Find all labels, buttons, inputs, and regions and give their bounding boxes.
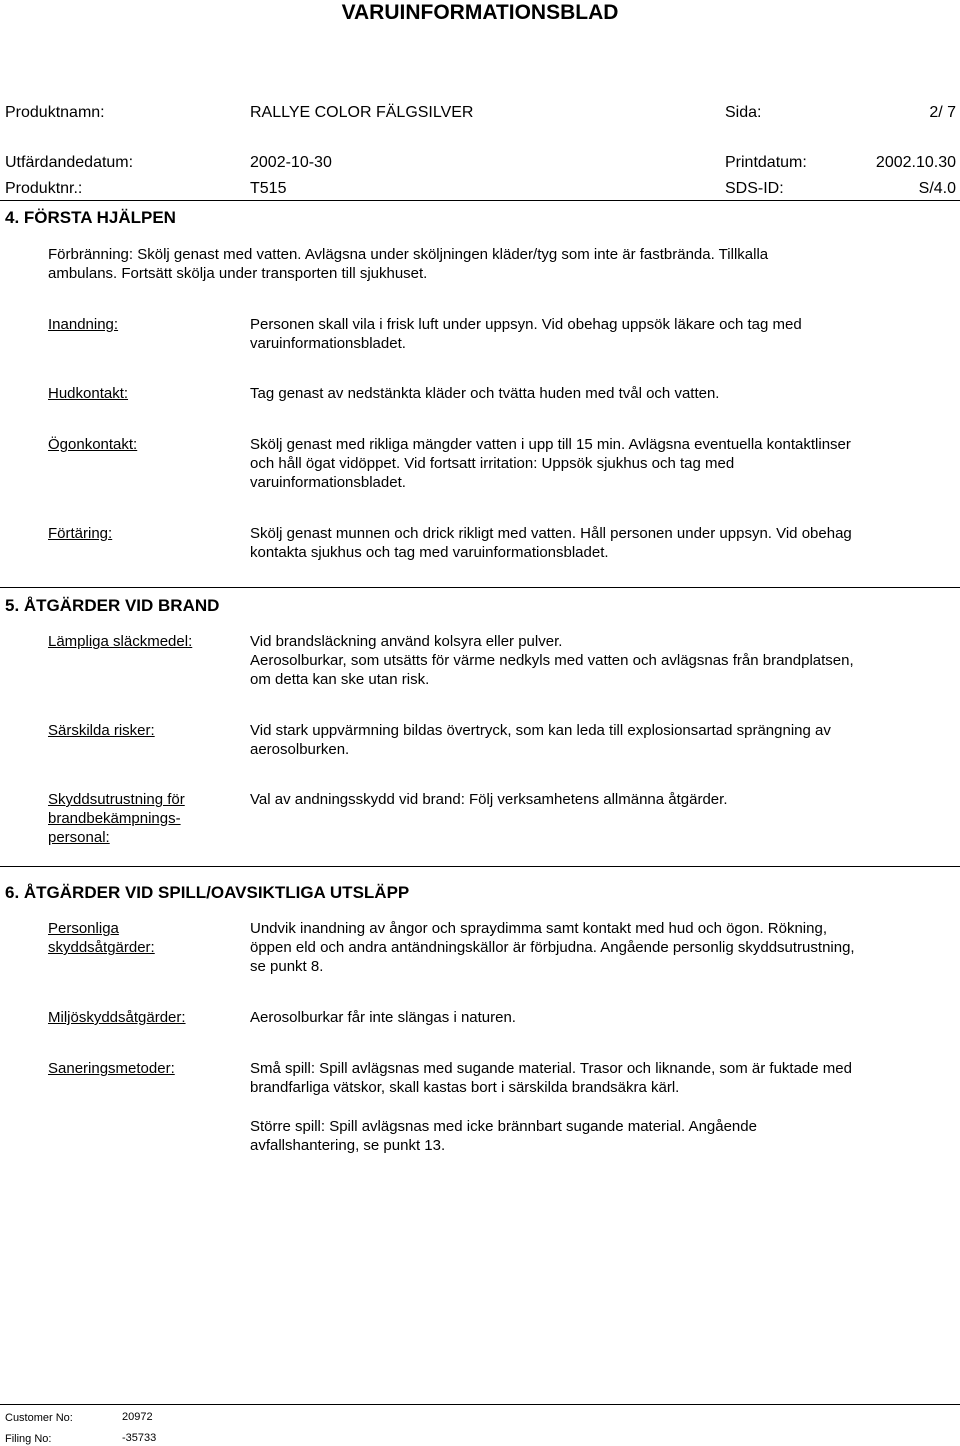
produktnamn-value: RALLYE COLOR FÄLGSILVER [250, 104, 474, 121]
utfardandedatum-label: Utfärdandedatum: [5, 154, 134, 171]
personliga-skyddsatgarder-label: Personliga skyddsåtgärder: [48, 920, 155, 956]
section-5-divider [0, 866, 960, 867]
sarskilda-risker-text: Vid stark uppvärmning bildas övertryck, som kan leda till explosionsartad sprängning av aerosolburken. [250, 722, 831, 758]
customer-no-value: 20972 [122, 1411, 153, 1423]
header-divider [0, 200, 960, 201]
slackmedel-text: Vid brandsläckning använd kolsyra eller pulver. Aerosolburkar, som utsätts för värme nedkyls med vatten och avlägsnas från brandplatsen, om detta kan ske utan risk. [250, 633, 854, 688]
inandning-text: Personen skall vila i frisk luft under uppsyn. Vid obehag uppsök läkare och tag med varuinformationsbladet. [250, 316, 802, 352]
produktnr-label: Produktnr.: [5, 180, 83, 197]
sdsid-label: SDS-ID: [725, 180, 784, 197]
section-5-heading: 5. ÅTGÄRDER VID BRAND [5, 596, 220, 615]
ogonkontakt-text: Skölj genast med rikliga mängder vatten i upp till 15 min. Avlägsna eventuella kontaktlinser och håll ögat vidöppet. Vid fortsatt irritation: Uppsök sjukhus och tag med varuinformationsbladet. [250, 436, 851, 491]
hudkontakt-text: Tag genast av nedstänkta kläder och tvätta huden med tvål och vatten. [250, 385, 720, 402]
fortaring-text: Skölj genast munnen och drick rikligt med vatten. Håll personen under uppsyn. Vid obehag kontakta sjukhus och tag med varuinformationsbladet. [250, 525, 852, 561]
customer-no-label: Customer No: [5, 1412, 73, 1424]
footer-divider [0, 1404, 960, 1405]
produktnr-value: T515 [250, 180, 287, 197]
inandning-label: Inandning: [48, 316, 119, 333]
miljoskyddsatgarder-text: Aerosolburkar får inte slängas i naturen. [250, 1009, 516, 1026]
section-4-intro: Förbränning: Skölj genast med vatten. Avlägsna under sköljningen kläder/tyg som inte är fastbrända. Tillkalla ambulans. Fortsätt skölja under transporten till sjukhuset. [48, 246, 769, 282]
skyddsutrustning-label: Skyddsutrustning för brandbekämpnings- personal: [48, 791, 185, 846]
storre-spill-text: Större spill: Spill avlägsnas med icke brännbart sugande material. Angående avfallshantering, se punkt 13. [250, 1118, 757, 1154]
section-4-heading: 4. FÖRSTA HJÄLPEN [5, 208, 176, 227]
saneringsmetoder-label: Saneringsmetoder: [48, 1060, 175, 1077]
sdsid-value: S/4.0 [918, 180, 956, 197]
filing-no-value: -35733 [122, 1432, 157, 1444]
sida-value: 2/ 7 [929, 104, 956, 121]
slackmedel-label: Lämpliga släckmedel: [48, 633, 193, 650]
sarskilda-risker-label: Särskilda risker: [48, 722, 155, 739]
section-6-heading: 6. ÅTGÄRDER VID SPILL/OAVSIKTLIGA UTSLÄPP [5, 883, 410, 902]
sida-label: Sida: [725, 104, 762, 121]
printdatum-label: Printdatum: [725, 154, 807, 171]
saneringsmetoder-text: Små spill: Spill avlägsnas med sugande material. Trasor och liknande, som är fuktade med brandfarliga vätskor, skall kastas bort i särskilda brandsäkra kärl. [250, 1060, 852, 1096]
filing-no-label: Filing No: [5, 1433, 52, 1445]
printdatum-value: 2002.10.30 [875, 154, 956, 171]
skyddsutrustning-text: Val av andningsskydd vid brand: Följ verksamhetens allmänna åtgärder. [250, 791, 728, 808]
miljoskyddsatgarder-label: Miljöskyddsåtgärder: [48, 1009, 186, 1026]
document-title: VARUINFORMATIONSBLAD [341, 1, 619, 24]
fortaring-label: Förtäring: [48, 525, 113, 542]
utfardandedatum-value: 2002-10-30 [250, 154, 332, 171]
personliga-skyddsatgarder-text: Undvik inandning av ångor och spraydimma samt kontakt med hud och ögon. Rökning, öppen eld och andra antändningskällor är förbjudna. Angående personlig skyddsutrustning, se punkt 8. [250, 920, 855, 975]
hudkontakt-label: Hudkontakt: [48, 385, 129, 402]
ogonkontakt-label: Ögonkontakt: [48, 436, 138, 453]
section-4-divider [0, 587, 960, 588]
produktnamn-label: Produktnamn: [5, 104, 105, 121]
